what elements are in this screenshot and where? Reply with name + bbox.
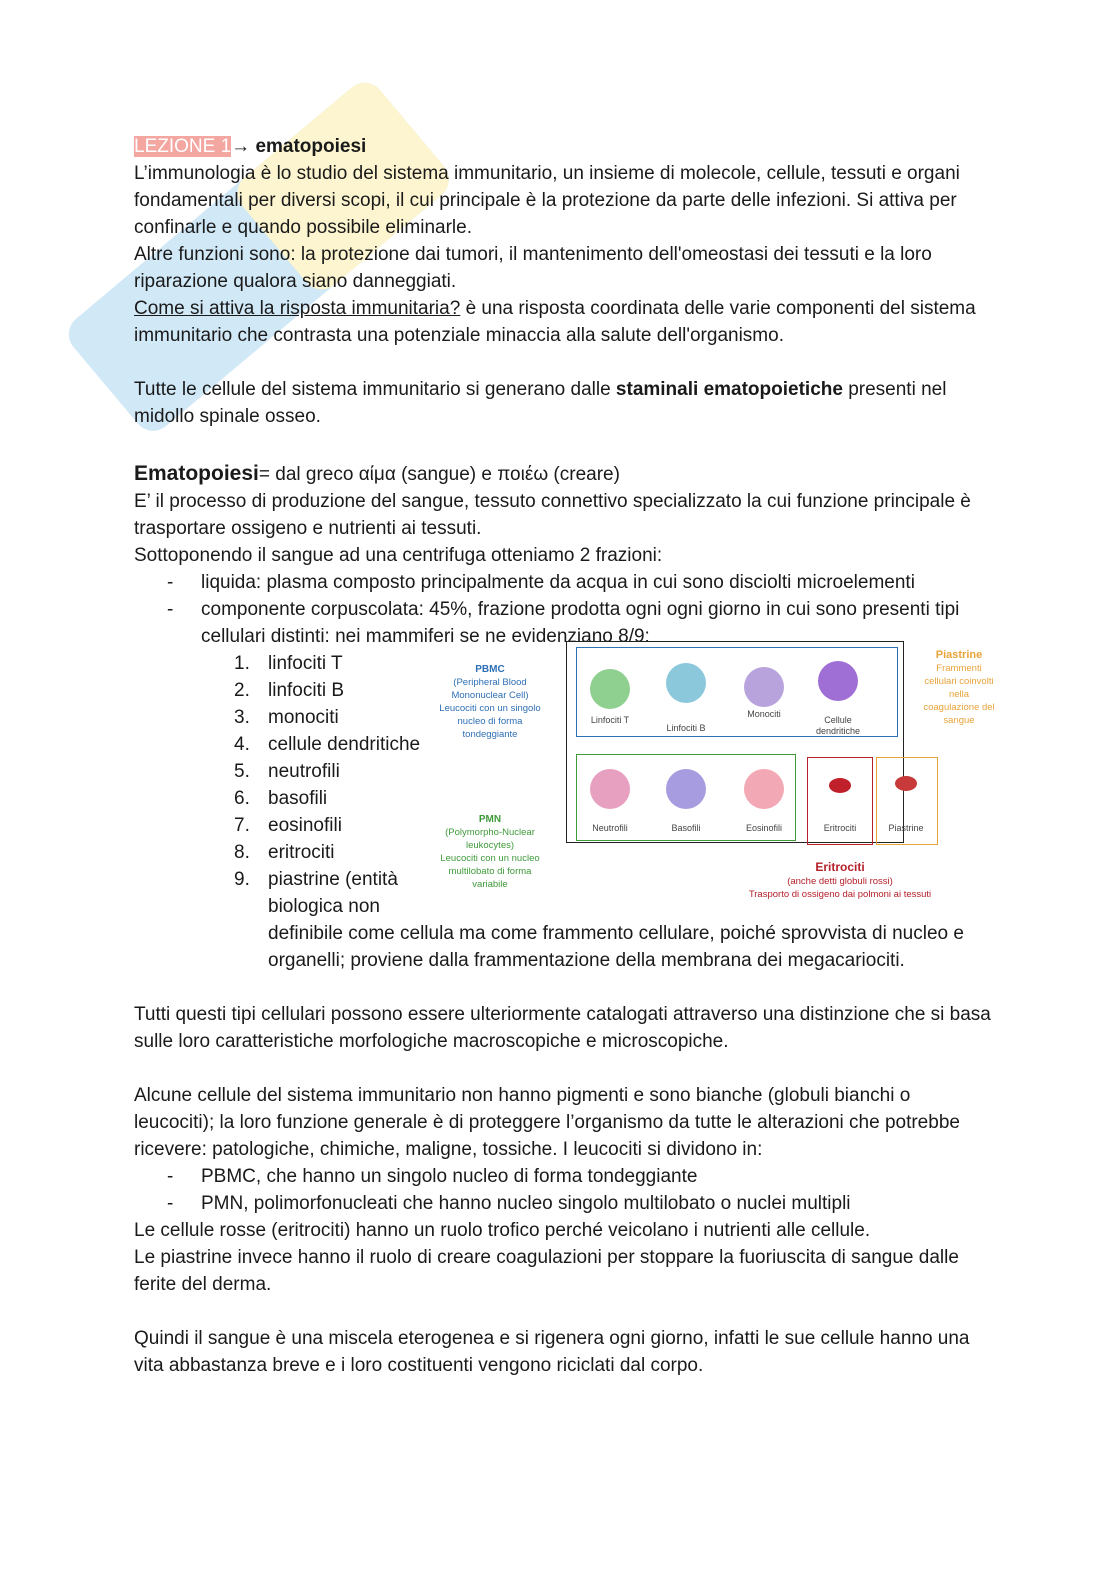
paragraph: L’immunologia è lo studio del sistema immunitario, un insieme di molecole, cellule, tessuti e organi fondamentali per diversi scopi, il cui principale è la protezione da parte delle infezioni. Si attiva per confinarle e quando possibile eliminarle. [134, 163, 960, 238]
cell-caption: Monociti [747, 709, 781, 719]
paragraph: E’ il processo di produzione del sangue, tessuto connettivo specializzato la cui funzione principale è trasportare ossigeno e nutrienti ai tessuti. [134, 491, 971, 539]
eritrociti-title: Eritrociti [815, 860, 865, 874]
list-number: 4. [234, 734, 250, 755]
list-item [134, 650, 428, 677]
cell-illustration-icon [666, 769, 706, 809]
dash-item: - PBMC, che hanno un singolo nucleo di forma tondeggiante [134, 1163, 994, 1190]
list-text: eritrociti [268, 842, 335, 863]
list-item [134, 758, 428, 785]
dash-item: - PMN, polimorfonucleati che hanno nucleo singolo multilobato o nuclei multipli [134, 1190, 994, 1217]
cell-illustration-icon [666, 663, 706, 703]
list-text: eosinofili [268, 815, 342, 836]
eritrociti-sub: (anche detti globuli rossi) [787, 876, 893, 887]
cell-caption: Linfociti T [590, 715, 630, 725]
text: Tutte le cellule del sistema immunitario si generano dalle [134, 379, 616, 400]
paragraph: Le cellule rosse (eritrociti) hanno un ruolo trofico perché veicolano i nutrienti alle cellule. [134, 1220, 871, 1241]
list-number: 8. [234, 842, 250, 863]
list-text: linfociti T [268, 653, 343, 674]
cell-caption: Piastrine [888, 823, 924, 833]
list-continuation: definibile come cellula ma come frammento cellulare, poiché sprovvista di nucleo e organelli; proviene dalla frammentazione della membrana dei megacariociti. [268, 923, 964, 971]
pbmc-label [435, 663, 545, 741]
text: presenti nel midollo spinale osseo. [134, 379, 947, 427]
list-item [134, 677, 428, 704]
cell-illustration-icon [590, 669, 630, 709]
cell-caption: Cellule dendritiche [815, 715, 861, 736]
cell-illustration-icon [818, 661, 858, 701]
pmn-sub: (Polymorpho-Nuclear leukocytes) [445, 827, 535, 851]
lesson-label: LEZIONE 1 [134, 136, 232, 157]
list-text: cellule dendritiche [268, 734, 421, 755]
list-number: 3. [234, 707, 250, 728]
paragraph: Tutti questi tipi cellulari possono essere ulteriormente catalogati attraverso una distinzione che si basa sulle loro caratteristiche morfologiche macroscopiche e microscopiche. [134, 1004, 991, 1052]
list-text: basofili [268, 788, 328, 809]
text: = dal greco αίμα (sangue) e ποιέω (creare) [258, 464, 620, 485]
bold-term: staminali ematopoietiche [615, 379, 843, 400]
list-item [134, 866, 428, 920]
list-text: neutrofili [268, 761, 340, 782]
lesson-topic: ematopoiesi [255, 136, 367, 157]
piastrine-title: Piastrine [935, 649, 983, 661]
list-item [134, 704, 428, 731]
piastrine-desc: Frammenti cellulari coinvolti nella coagulazione del sangue [923, 663, 995, 726]
cell-illustration-icon [744, 667, 784, 707]
pmn-title: PMN [478, 814, 502, 825]
pmn-desc: Leucociti con un nucleo multilobato di forma variabile [440, 853, 540, 890]
section-heading [134, 460, 994, 488]
lesson-title [134, 133, 994, 160]
arrow: → [231, 136, 256, 157]
cell-caption: Linfociti B [666, 723, 706, 733]
list-text: piastrine (entità biologica non [268, 869, 398, 917]
list-number: 2. [234, 680, 250, 701]
cell-caption: Eritrociti [823, 823, 857, 833]
pbmc-sub: (Peripheral Blood Mononuclear Cell) [451, 677, 529, 701]
cell-type-list [134, 650, 994, 920]
list-item [134, 839, 428, 866]
eritrociti-desc: Trasporto di ossigeno dai polmoni ai tessuti [748, 889, 932, 900]
list-text: linfociti B [268, 680, 345, 701]
list-number: 1. [234, 653, 250, 674]
list-number: 6. [234, 788, 250, 809]
paragraph: Quindi il sangue è una miscela eterogenea e si rigenera ogni giorno, infatti le sue cellule hanno una vita abbastanza breve e i loro costituenti vengono riciclati dal corpo. [134, 1328, 970, 1376]
pbmc-title: PBMC [475, 664, 505, 675]
paragraph: Le piastrine invece hanno il ruolo di creare coagulazioni per stoppare la fuoriuscita di sangue dalle ferite del derma. [134, 1247, 959, 1295]
cell-illustration-icon [590, 769, 630, 809]
cell-caption: Eosinofili [745, 823, 783, 833]
heading-term: Ematopoiesi [134, 462, 259, 485]
cell-caption: Neutrofili [592, 823, 628, 833]
list-number: 9. [234, 869, 250, 890]
paragraph: Alcune cellule del sistema immunitario non hanno pigmenti e sono bianche (globuli bianchi o leucociti); la loro funzione generale è di proteggere l’organismo da tutte le alterazioni che potrebbe ricevere: patologiche, chimiche, maligne, tossiche. I leucociti si dividono in: [134, 1085, 960, 1160]
list-item [134, 731, 428, 758]
paragraph: Sottoponendo il sangue ad una centrifuga otteniamo 2 frazioni: [134, 545, 663, 566]
paragraph [134, 376, 994, 430]
dash-item: - liquida: plasma composto principalmente da acqua in cui sono disciolti microelementi [134, 569, 994, 596]
list-number: 7. [234, 815, 250, 836]
pbmc-desc: Leucociti con un singolo nucleo di forma tondeggiante [439, 703, 541, 740]
list-text: monociti [268, 707, 339, 728]
dash-item: - componente corpuscolata: 45%, frazione prodotta ogni ogni giorno in cui sono presenti tipi cellulari distinti: nei mammiferi se ne evidenziano 8/9: [134, 596, 994, 650]
eritrociti-label [720, 861, 960, 901]
paragraph: Altre funzioni sono: la protezione dai tumori, il mantenimento dell'omeostasi dei tessuti e la loro riparazione qualora siano danneggiati. [134, 244, 932, 292]
cell-illustration-icon [744, 769, 784, 809]
text: è una risposta coordinata delle varie componenti del sistema immunitario che contrasta una potenziale minaccia alla salute dell'organismo. [134, 298, 976, 346]
pmn-label [435, 813, 545, 891]
list-number: 5. [234, 761, 250, 782]
paragraph [134, 295, 994, 349]
question-link: Come si attiva la risposta immunitaria? [134, 298, 461, 319]
piastrine-label [920, 649, 998, 727]
list-item [134, 812, 428, 839]
list-item [134, 785, 428, 812]
cell-caption: Basofili [671, 823, 701, 833]
blood-cells-figure [430, 637, 998, 905]
